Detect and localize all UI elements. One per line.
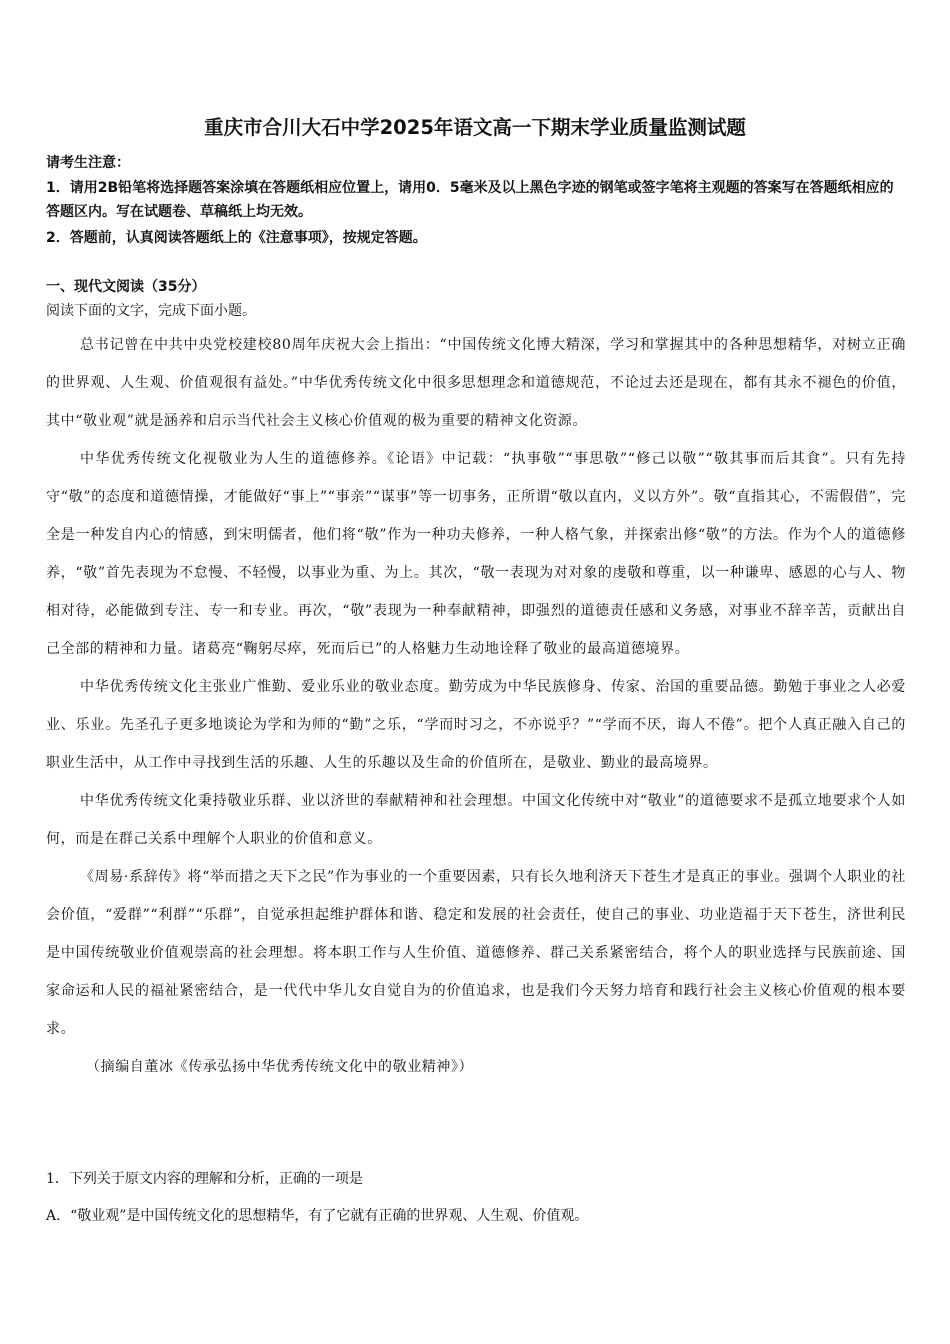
passage-paragraph-5: 《周易·系辞传》将“举而措之天下之民”作为事业的一个重要因素，只有长久地利济天下苍生才是真正的事业。强调个人职业的社会价值，“爱群”“利群”“乐群”，自觉承担起维护群体和谐、稳定和发展的社会责任，使自己的事业、功业造福于天下苍生，济世利民是中国传统敬业价值观崇高的社会理想。将本职工作与人生价值、道德修养、群己关系紧密结合，将个人的职业选择与民族前途、国家命运和人民的福祉紧密结合，是一代代中华儿女自觉自为的价值追求，也是我们今天努力培育和践行社会主义核心价值观的根本要求。: [46, 869, 906, 1037]
notice-label: 请考生注意：: [46, 155, 130, 171]
reading-passage: [46, 326, 906, 1086]
notice-item-2: 2．答题前，认真阅读答题纸上的《注意事项》，按规定答题。: [46, 230, 427, 246]
passage-paragraph-4: 中华优秀传统文化秉持敬业乐群、业以济世的奉献精神和社会理想。中国文化传统中对“敬业”的道德要求不是孤立地要求个人如何，而是在群己关系中理解个人职业的价值和意义。: [46, 793, 906, 847]
section-heading: 一、现代文阅读（35分）: [46, 279, 206, 295]
passage-paragraph-2: 中华优秀传统文化视敬业为人生的道德修养。《论语》中记载：“执事敬”“事思敬”“修己以敬”“敬其事而后其食”。只有先持守“敬”的态度和道德情操，才能做好“事上”“事亲”“谋事”等一切事务，正所谓“敬以直内，义以方外”。敬“直指其心，不需假借”，完全是一种发自内心的情感，到宋明儒者，他们将“敬”作为一种功夫修养，一种人格气象，并探索出修“敬”的方法。作为个人的道德修养，“敬”首先表现为不怠慢、不轻慢，以事业为重、为上。其次，“敬一表现为对对象的虔敬和尊重，以一种谦卑、感恩的心与人、物相对待，必能做到专注、专一和专业。再次，“敬”表现为一种奉献精神，即强烈的道德责任感和义务感，对事业不辞辛苦，贡献出自己全部的精神和力量。诸葛亮“鞠躬尽瘁，死而后已”的人格魅力生动地诠释了敬业的最高道德境界。: [46, 451, 906, 657]
passage-source: （摘编自董冰《传承弘扬中华优秀传统文化中的敬业精神》）: [86, 1059, 474, 1075]
page-title: 重庆市合川大石中学2025年语文高一下期末学业质量监测试题: [204, 116, 746, 139]
passage-paragraph-1: 总书记曾在中共中央党校建校80周年庆祝大会上指出：“中国传统文化博大精深，学习和掌握其中的各种思想精华，对树立正确的世界观、人生观、价值观很有益处。”中华优秀传统文化中很多思想理念和道德规范，不论过去还是现在，都有其永不褪色的价值，其中“敬业观”就是涵养和启示当代社会主义核心价值观的极为重要的精神文化资源。: [46, 337, 906, 429]
question-1-option-a: A．“敬业观”是中国传统文化的思想精华，有了它就有正确的世界观、人生观、价值观。: [46, 1208, 589, 1224]
passage-paragraph-3: 中华优秀传统文化主张业广惟勤、爱业乐业的敬业态度。勤劳成为中华民族修身、传家、治国的重要品德。勤勉于事业之人必爱业、乐业。先圣孔子更多地谈论为学和为师的“勤”之乐，“学而时习之，不亦说乎？”“学而不厌，诲人不倦”。把个人真正融入自己的职业生活中，从工作中寻找到生活的乐趣、人生的乐趣以及生命的价值所在，是敬业、勤业的最高境界。: [46, 679, 906, 771]
reading-instruction: 阅读下面的文字，完成下面小题。: [46, 303, 256, 319]
notice-item-1: 1．请用2B铅笔将选择题答案涂填在答题纸相应位置上，请用0．5毫米及以上黑色字迹的钢笔或签字笔将主观题的答案写在答题纸相应的答题区内。写在试题卷、草稿纸上均无效。: [46, 180, 894, 220]
question-1-stem: 1．下列关于原文内容的理解和分析，正确的一项是: [46, 1171, 363, 1187]
